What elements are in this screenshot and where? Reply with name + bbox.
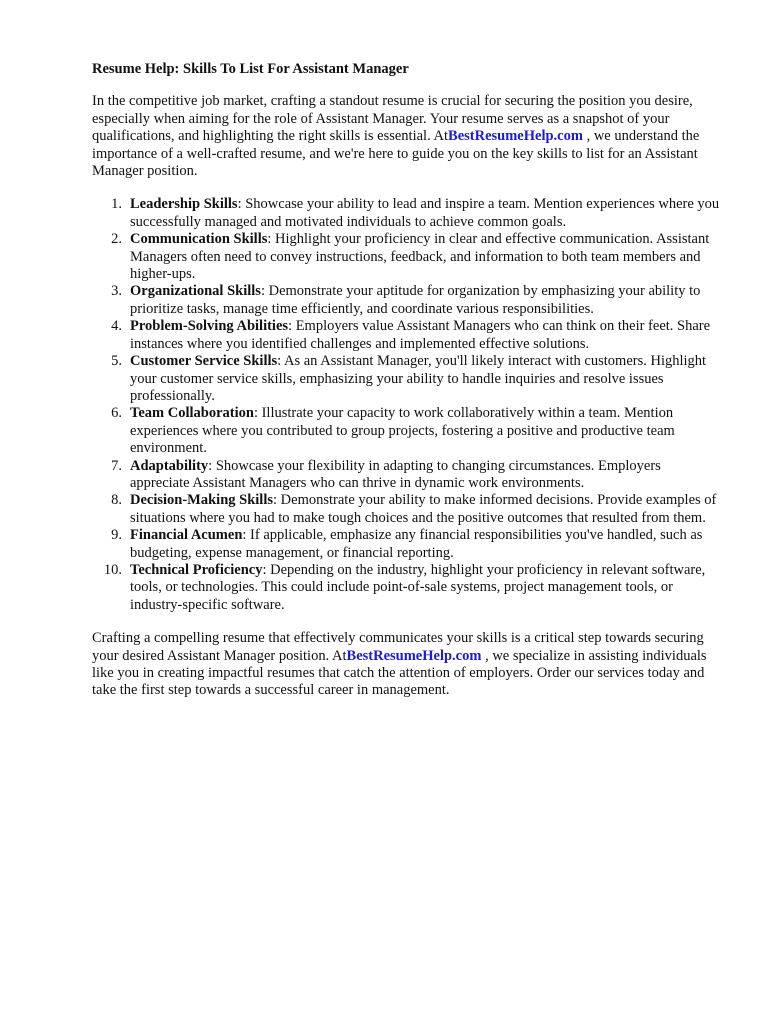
skill-description: : As an Assistant Manager, you'll likely interact with customers. Highlight your customer service skills, emphasizing your ability to handle inquiries and resolve issues professionally. <box>130 353 707 404</box>
list-item-number: 2. <box>111 231 122 248</box>
list-item <box>92 353 722 405</box>
closing-paragraph <box>92 630 722 700</box>
document-title: Resume Help: Skills To List For Assistant Manager <box>92 61 409 77</box>
list-item <box>92 318 722 353</box>
list-item <box>92 405 722 457</box>
closing-text-start: Crafting a compelling resume that effectively communicates your skills is a critical step towards securing your desired Assistant Manager position. At <box>92 630 704 664</box>
list-item-number: 10. <box>103 561 122 578</box>
skill-description: : Highlight your proficiency in clear and effective communication. Assistant Managers often need to convey instructions, feedback, and information to both team members and higher-ups. <box>130 231 710 283</box>
closing-text-end: , we specialize in assisting individuals like you in creating impactful resumes that catch the attention of employers. Order our services today and take the first step towards a successful career in management. <box>92 647 707 699</box>
list-item-number: 9. <box>111 527 122 544</box>
list-item <box>92 527 722 562</box>
skill-description: : Showcase your flexibility in adapting to changing circumstances. Employers appreciate Assistant Managers who can thrive in dynamic work environments. <box>130 457 661 491</box>
intro-paragraph <box>92 93 722 180</box>
skill-name: Communication Skills <box>130 231 268 248</box>
intro-text-end: , we understand the importance of a well-crafted resume, and we're here to guide you on the key skills to list for an Assistant Manager position. <box>92 128 700 180</box>
list-item <box>92 231 722 283</box>
skill-name: Adaptability <box>130 457 209 474</box>
list-item-number: 1. <box>111 196 122 213</box>
skill-name: Organizational Skills <box>130 283 261 300</box>
list-item-number: 8. <box>111 492 122 509</box>
skill-name: Technical Proficiency <box>130 561 263 578</box>
document-content <box>92 61 722 716</box>
list-item-number: 3. <box>111 283 122 300</box>
intro-text-start: In the competitive job market, crafting a standout resume is crucial for securing the position you desire, especially when aiming for the role of Assistant Manager. Your resume serves as a snapshot of your qualifications, and highlighting the right skills is essential. At <box>92 93 693 145</box>
list-item <box>92 562 722 614</box>
skill-name: Customer Service Skills <box>130 353 278 370</box>
list-item <box>92 283 722 318</box>
intro-site-link[interactable]: BestResumeHelp.com <box>448 128 583 145</box>
skills-list <box>92 196 722 614</box>
skill-description: : Showcase your ability to lead and inspire a team. Mention experiences where you successfully managed and motivated individuals to achieve common goals. <box>130 196 720 230</box>
skill-description: : Employers value Assistant Managers who can think on their feet. Share instances where you identified challenges and implemented effective solutions. <box>130 318 711 352</box>
skill-name: Financial Acumen <box>130 527 243 544</box>
skill-description: : Demonstrate your ability to make informed decisions. Provide examples of situations where you had to make tough choices and the positive outcomes that resulted from them. <box>130 492 717 526</box>
skill-name: Team Collaboration <box>130 405 254 422</box>
skill-name: Leadership Skills <box>130 196 238 213</box>
closing-site-link[interactable]: BestResumeHelp.com <box>346 647 482 664</box>
list-item-number: 6. <box>111 405 122 422</box>
list-item-number: 7. <box>111 457 122 474</box>
skill-name: Decision-Making Skills <box>130 492 274 509</box>
list-item <box>92 196 722 231</box>
skill-description: : Illustrate your capacity to work collaboratively within a team. Mention experiences where you contributed to group projects, fostering a positive and productive team environment. <box>130 405 675 457</box>
skill-description: : Demonstrate your aptitude for organization by emphasizing your ability to prioritize tasks, manage time efficiently, and coordinate various responsibilities. <box>130 283 701 317</box>
list-item-number: 4. <box>111 318 122 335</box>
skill-description: : Depending on the industry, highlight your proficiency in relevant software, tools, or technologies. This could include point-of-sale systems, project management tools, or industry-specific software. <box>130 561 706 613</box>
list-item <box>92 492 722 527</box>
list-item-number: 5. <box>111 353 122 370</box>
skill-name: Problem-Solving Abilities <box>130 318 289 335</box>
skill-description: : If applicable, emphasize any financial responsibilities you've handled, such as budgeting, expense management, or financial reporting. <box>130 527 703 561</box>
list-item <box>92 458 722 493</box>
